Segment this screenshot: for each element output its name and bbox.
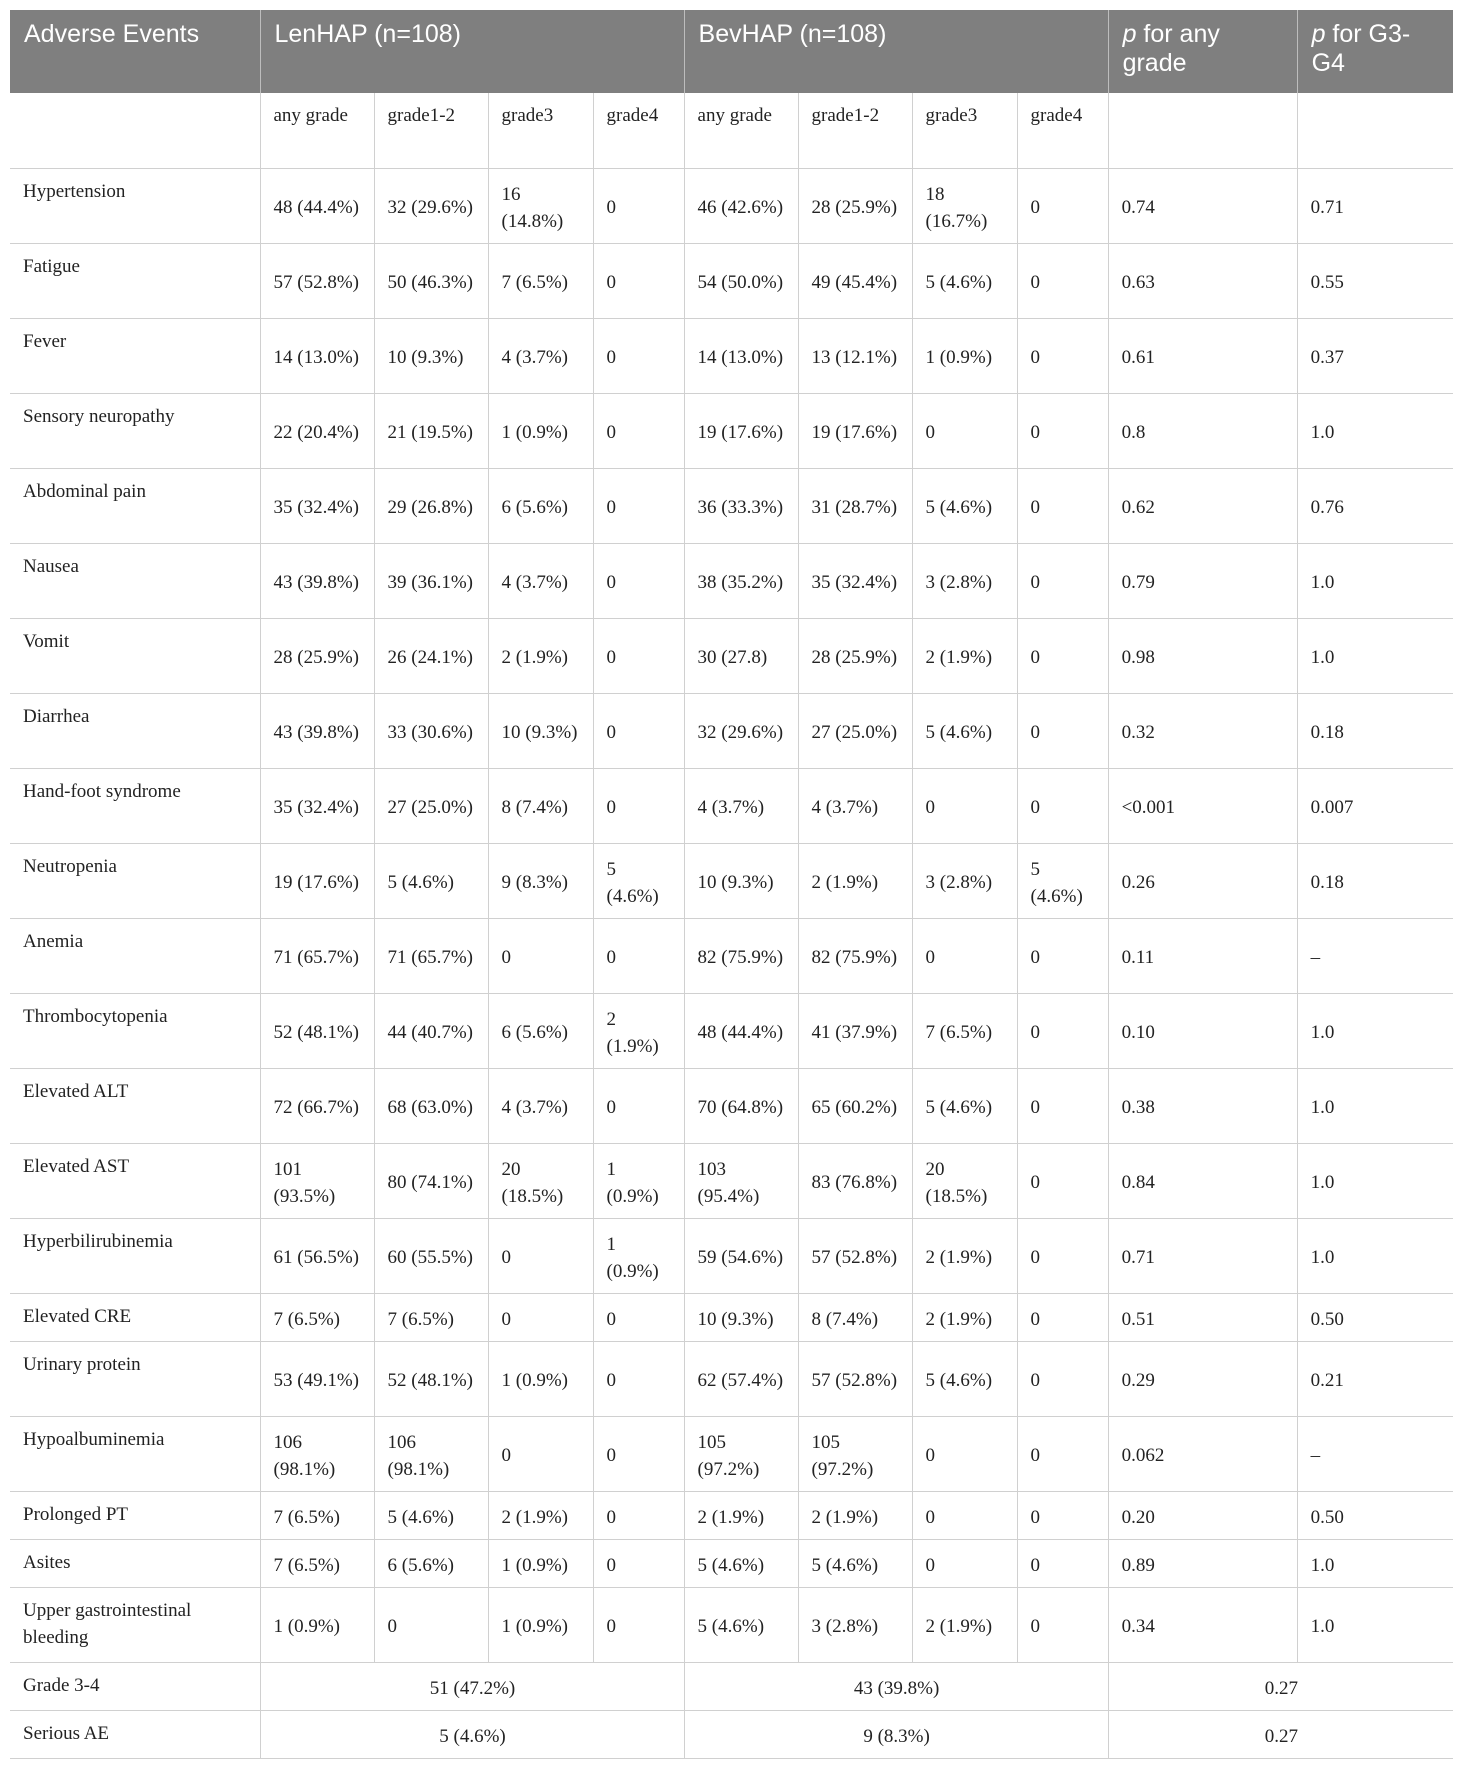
- len-value-cell: 1 (0.9%): [260, 1588, 374, 1663]
- p-symbol: p: [1122, 20, 1137, 48]
- subheader-len-any-grade: any grade: [260, 93, 374, 169]
- bev-value-cell: 82 (75.9%): [798, 919, 912, 994]
- p-g3-g4-cell: 0.76: [1297, 469, 1453, 544]
- bev-value-cell: 2 (1.9%): [912, 1588, 1017, 1663]
- event-cell: Elevated ALT: [10, 1069, 260, 1144]
- bev-value-cell: 62 (57.4%): [684, 1342, 798, 1417]
- len-value-cell: 2 (1.9%): [488, 619, 593, 694]
- len-value-cell: 0: [593, 919, 684, 994]
- len-value-cell: 2 (1.9%): [488, 1492, 593, 1540]
- subheader-bev-grade1-2: grade1-2: [798, 93, 912, 169]
- subheader-empty: [1297, 93, 1453, 169]
- table-row: [10, 319, 1453, 394]
- len-value-cell: 6 (5.6%): [488, 469, 593, 544]
- p-symbol: p: [1311, 20, 1326, 48]
- p-any-grade-cell: 0.98: [1108, 619, 1297, 694]
- len-value-cell: 6 (5.6%): [488, 994, 593, 1069]
- summary-len-cell: 5 (4.6%): [260, 1711, 684, 1759]
- len-value-cell: 0: [488, 1294, 593, 1342]
- bev-value-cell: 0: [1017, 619, 1108, 694]
- bev-value-cell: 2 (1.9%): [684, 1492, 798, 1540]
- header-adverse-events: Adverse Events: [10, 10, 260, 93]
- bev-value-cell: 83 (76.8%): [798, 1144, 912, 1219]
- len-value-cell: 71 (65.7%): [260, 919, 374, 994]
- bev-value-cell: 3 (2.8%): [912, 544, 1017, 619]
- bev-value-cell: 30 (27.8): [684, 619, 798, 694]
- len-value-cell: 4 (3.7%): [488, 319, 593, 394]
- len-value-cell: 0: [488, 1417, 593, 1492]
- len-value-cell: 4 (3.7%): [488, 1069, 593, 1144]
- table-row: [10, 694, 1453, 769]
- p-any-grade-cell: 0.79: [1108, 544, 1297, 619]
- bev-value-cell: 20 (18.5%): [912, 1144, 1017, 1219]
- table-row: [10, 169, 1453, 244]
- event-cell: Urinary protein: [10, 1342, 260, 1417]
- subheader-empty: [1108, 93, 1297, 169]
- event-cell: Diarrhea: [10, 694, 260, 769]
- subheader-bev-any-grade: any grade: [684, 93, 798, 169]
- len-value-cell: 43 (39.8%): [260, 544, 374, 619]
- bev-value-cell: 2 (1.9%): [798, 1492, 912, 1540]
- len-value-cell: 0: [593, 1294, 684, 1342]
- summary-row: [10, 1663, 1453, 1711]
- table-row: [10, 1294, 1453, 1342]
- bev-value-cell: 0: [1017, 769, 1108, 844]
- len-value-cell: 0: [593, 169, 684, 244]
- len-value-cell: 32 (29.6%): [374, 169, 488, 244]
- bev-value-cell: 2 (1.9%): [798, 844, 912, 919]
- bev-value-cell: 0: [1017, 1588, 1108, 1663]
- bev-value-cell: 0: [1017, 1540, 1108, 1588]
- event-cell: Nausea: [10, 544, 260, 619]
- p-any-grade-cell: 0.61: [1108, 319, 1297, 394]
- len-value-cell: 33 (30.6%): [374, 694, 488, 769]
- bev-value-cell: 5 (4.6%): [798, 1540, 912, 1588]
- bev-value-cell: 27 (25.0%): [798, 694, 912, 769]
- bev-value-cell: 0: [1017, 994, 1108, 1069]
- bev-value-cell: 0: [1017, 169, 1108, 244]
- len-value-cell: 0: [593, 544, 684, 619]
- bev-value-cell: 8 (7.4%): [798, 1294, 912, 1342]
- bev-value-cell: 1 (0.9%): [912, 319, 1017, 394]
- len-value-cell: 80 (74.1%): [374, 1144, 488, 1219]
- bev-value-cell: 32 (29.6%): [684, 694, 798, 769]
- bev-value-cell: 28 (25.9%): [798, 169, 912, 244]
- len-value-cell: 72 (66.7%): [260, 1069, 374, 1144]
- p-g3-g4-cell: 0.50: [1297, 1492, 1453, 1540]
- event-cell: Anemia: [10, 919, 260, 994]
- p-any-grade-cell: 0.26: [1108, 844, 1297, 919]
- event-cell: Neutropenia: [10, 844, 260, 919]
- header-p-g3-g4: [1297, 10, 1453, 93]
- table-row: [10, 1540, 1453, 1588]
- bev-value-cell: 48 (44.4%): [684, 994, 798, 1069]
- subheader-row: [10, 93, 1453, 169]
- p-any-grade-cell: 0.20: [1108, 1492, 1297, 1540]
- table-row: [10, 619, 1453, 694]
- len-value-cell: 1 (0.9%): [488, 394, 593, 469]
- adverse-events-table: [10, 10, 1453, 1759]
- summary-p-cell: 0.27: [1108, 1711, 1453, 1759]
- bev-value-cell: 36 (33.3%): [684, 469, 798, 544]
- p-any-grade-cell: 0.8: [1108, 394, 1297, 469]
- bev-value-cell: 35 (32.4%): [798, 544, 912, 619]
- event-cell: Hand-foot syndrome: [10, 769, 260, 844]
- bev-value-cell: 2 (1.9%): [912, 1294, 1017, 1342]
- p-any-grade-cell: 0.10: [1108, 994, 1297, 1069]
- p-g3-g4-cell: 1.0: [1297, 394, 1453, 469]
- event-cell: Hypoalbuminemia: [10, 1417, 260, 1492]
- len-value-cell: 5 (4.6%): [374, 844, 488, 919]
- p-g3-g4-cell: 1.0: [1297, 1540, 1453, 1588]
- summary-label-cell: Grade 3-4: [10, 1663, 260, 1711]
- p-any-grade-cell: 0.62: [1108, 469, 1297, 544]
- bev-value-cell: 0: [1017, 1342, 1108, 1417]
- table-row: [10, 1417, 1453, 1492]
- len-value-cell: 0: [593, 769, 684, 844]
- bev-value-cell: 0: [912, 1492, 1017, 1540]
- len-value-cell: 7 (6.5%): [260, 1540, 374, 1588]
- bev-value-cell: 57 (52.8%): [798, 1219, 912, 1294]
- p-g3-g4-cell: –: [1297, 919, 1453, 994]
- p-g3-g4-cell: 0.21: [1297, 1342, 1453, 1417]
- p-g3-g4-cell: 0.50: [1297, 1294, 1453, 1342]
- p-any-grade-cell: 0.29: [1108, 1342, 1297, 1417]
- summary-row: [10, 1711, 1453, 1759]
- bev-value-cell: 0: [1017, 244, 1108, 319]
- header-p-any-grade: [1108, 10, 1297, 93]
- p-g3-g4-cell: 1.0: [1297, 619, 1453, 694]
- event-cell: Hyperbilirubinemia: [10, 1219, 260, 1294]
- bev-value-cell: 57 (52.8%): [798, 1342, 912, 1417]
- event-cell: Elevated AST: [10, 1144, 260, 1219]
- subheader-len-grade3: grade3: [488, 93, 593, 169]
- len-value-cell: 53 (49.1%): [260, 1342, 374, 1417]
- table-row: [10, 1069, 1453, 1144]
- bev-value-cell: 14 (13.0%): [684, 319, 798, 394]
- table-row: [10, 469, 1453, 544]
- bev-value-cell: 13 (12.1%): [798, 319, 912, 394]
- len-value-cell: 52 (48.1%): [374, 1342, 488, 1417]
- bev-value-cell: 19 (17.6%): [798, 394, 912, 469]
- len-value-cell: 19 (17.6%): [260, 844, 374, 919]
- bev-value-cell: 70 (64.8%): [684, 1069, 798, 1144]
- bev-value-cell: 5 (4.6%): [912, 1342, 1017, 1417]
- table-row: [10, 1588, 1453, 1663]
- p-any-grade-cell: 0.63: [1108, 244, 1297, 319]
- len-value-cell: 0: [593, 319, 684, 394]
- len-value-cell: 0: [593, 469, 684, 544]
- p-any-grade-cell: <0.001: [1108, 769, 1297, 844]
- p-any-grade-cell: 0.51: [1108, 1294, 1297, 1342]
- bev-value-cell: 0: [1017, 1144, 1108, 1219]
- len-value-cell: 2 (1.9%): [593, 994, 684, 1069]
- bev-value-cell: 105 (97.2%): [684, 1417, 798, 1492]
- len-value-cell: 0: [488, 1219, 593, 1294]
- bev-value-cell: 5 (4.6%): [912, 244, 1017, 319]
- bev-value-cell: 5 (4.6%): [912, 694, 1017, 769]
- bev-value-cell: 31 (28.7%): [798, 469, 912, 544]
- len-value-cell: 0: [593, 1540, 684, 1588]
- table-row: [10, 544, 1453, 619]
- len-value-cell: 14 (13.0%): [260, 319, 374, 394]
- len-value-cell: 10 (9.3%): [488, 694, 593, 769]
- len-value-cell: 5 (4.6%): [374, 1492, 488, 1540]
- bev-value-cell: 4 (3.7%): [684, 769, 798, 844]
- len-value-cell: 0: [593, 1069, 684, 1144]
- len-value-cell: 1 (0.9%): [593, 1219, 684, 1294]
- bev-value-cell: 49 (45.4%): [798, 244, 912, 319]
- len-value-cell: 7 (6.5%): [260, 1492, 374, 1540]
- bev-value-cell: 10 (9.3%): [684, 844, 798, 919]
- bev-value-cell: 103 (95.4%): [684, 1144, 798, 1219]
- len-value-cell: 22 (20.4%): [260, 394, 374, 469]
- bev-value-cell: 0: [912, 769, 1017, 844]
- bev-value-cell: 3 (2.8%): [912, 844, 1017, 919]
- len-value-cell: 0: [593, 694, 684, 769]
- bev-value-cell: 0: [912, 1417, 1017, 1492]
- len-value-cell: 16 (14.8%): [488, 169, 593, 244]
- len-value-cell: 1 (0.9%): [593, 1144, 684, 1219]
- len-value-cell: 0: [593, 394, 684, 469]
- len-value-cell: 10 (9.3%): [374, 319, 488, 394]
- summary-p-cell: 0.27: [1108, 1663, 1453, 1711]
- bev-value-cell: 5 (4.6%): [1017, 844, 1108, 919]
- p-g3-g4-cell: 0.71: [1297, 169, 1453, 244]
- len-value-cell: 7 (6.5%): [374, 1294, 488, 1342]
- len-value-cell: 7 (6.5%): [260, 1294, 374, 1342]
- len-value-cell: 26 (24.1%): [374, 619, 488, 694]
- len-value-cell: 48 (44.4%): [260, 169, 374, 244]
- bev-value-cell: 65 (60.2%): [798, 1069, 912, 1144]
- event-cell: Thrombocytopenia: [10, 994, 260, 1069]
- event-cell: Prolonged PT: [10, 1492, 260, 1540]
- event-cell: Elevated CRE: [10, 1294, 260, 1342]
- summary-len-cell: 51 (47.2%): [260, 1663, 684, 1711]
- table-row: [10, 994, 1453, 1069]
- p-g3-g4-cell: 1.0: [1297, 1219, 1453, 1294]
- len-value-cell: 0: [593, 244, 684, 319]
- p-g3-g4-cell: 1.0: [1297, 1588, 1453, 1663]
- bev-value-cell: 3 (2.8%): [798, 1588, 912, 1663]
- bev-value-cell: 105 (97.2%): [798, 1417, 912, 1492]
- len-value-cell: 6 (5.6%): [374, 1540, 488, 1588]
- header-lenhap: LenHAP (n=108): [260, 10, 684, 93]
- summary-label-cell: Serious AE: [10, 1711, 260, 1759]
- table-row: [10, 1342, 1453, 1417]
- len-value-cell: 0: [593, 1588, 684, 1663]
- bev-value-cell: 38 (35.2%): [684, 544, 798, 619]
- len-value-cell: 1 (0.9%): [488, 1342, 593, 1417]
- len-value-cell: 9 (8.3%): [488, 844, 593, 919]
- bev-value-cell: 2 (1.9%): [912, 619, 1017, 694]
- p-g3-g4-cell: –: [1297, 1417, 1453, 1492]
- len-value-cell: 5 (4.6%): [593, 844, 684, 919]
- table-row: [10, 1492, 1453, 1540]
- len-value-cell: 8 (7.4%): [488, 769, 593, 844]
- bev-value-cell: 0: [1017, 1492, 1108, 1540]
- bev-value-cell: 5 (4.6%): [912, 469, 1017, 544]
- bev-value-cell: 0: [1017, 319, 1108, 394]
- table-row: [10, 394, 1453, 469]
- bev-value-cell: 5 (4.6%): [912, 1069, 1017, 1144]
- bev-value-cell: 28 (25.9%): [798, 619, 912, 694]
- len-value-cell: 60 (55.5%): [374, 1219, 488, 1294]
- summary-bev-cell: 43 (39.8%): [684, 1663, 1108, 1711]
- p-g3-g4-cell: 0.55: [1297, 244, 1453, 319]
- bev-value-cell: 0: [1017, 544, 1108, 619]
- table-row: [10, 1219, 1453, 1294]
- event-cell: Abdominal pain: [10, 469, 260, 544]
- bev-value-cell: 0: [1017, 1294, 1108, 1342]
- table-header-row: [10, 10, 1453, 93]
- bev-value-cell: 4 (3.7%): [798, 769, 912, 844]
- bev-value-cell: 46 (42.6%): [684, 169, 798, 244]
- p-any-grade-cell: 0.84: [1108, 1144, 1297, 1219]
- bev-value-cell: 0: [1017, 1417, 1108, 1492]
- header-p-any-grade-text: for any grade: [1122, 20, 1220, 77]
- subheader-empty: [10, 93, 260, 169]
- bev-value-cell: 19 (17.6%): [684, 394, 798, 469]
- p-any-grade-cell: 0.34: [1108, 1588, 1297, 1663]
- header-p-g3-g4-text: for G3-G4: [1311, 20, 1411, 77]
- p-g3-g4-cell: 0.37: [1297, 319, 1453, 394]
- len-value-cell: 1 (0.9%): [488, 1540, 593, 1588]
- p-any-grade-cell: 0.062: [1108, 1417, 1297, 1492]
- subheader-bev-grade4: grade4: [1017, 93, 1108, 169]
- len-value-cell: 106 (98.1%): [260, 1417, 374, 1492]
- len-value-cell: 71 (65.7%): [374, 919, 488, 994]
- subheader-len-grade4: grade4: [593, 93, 684, 169]
- len-value-cell: 43 (39.8%): [260, 694, 374, 769]
- len-value-cell: 0: [593, 1342, 684, 1417]
- bev-value-cell: 54 (50.0%): [684, 244, 798, 319]
- bev-value-cell: 0: [1017, 694, 1108, 769]
- len-value-cell: 39 (36.1%): [374, 544, 488, 619]
- event-cell: Sensory neuropathy: [10, 394, 260, 469]
- table-row: [10, 844, 1453, 919]
- bev-value-cell: 7 (6.5%): [912, 994, 1017, 1069]
- p-g3-g4-cell: 1.0: [1297, 1069, 1453, 1144]
- p-any-grade-cell: 0.71: [1108, 1219, 1297, 1294]
- len-value-cell: 61 (56.5%): [260, 1219, 374, 1294]
- bev-value-cell: 82 (75.9%): [684, 919, 798, 994]
- bev-value-cell: 18 (16.7%): [912, 169, 1017, 244]
- event-cell: Hypertension: [10, 169, 260, 244]
- len-value-cell: 106 (98.1%): [374, 1417, 488, 1492]
- event-cell: Fever: [10, 319, 260, 394]
- p-any-grade-cell: 0.89: [1108, 1540, 1297, 1588]
- len-value-cell: 1 (0.9%): [488, 1588, 593, 1663]
- len-value-cell: 0: [593, 1492, 684, 1540]
- len-value-cell: 29 (26.8%): [374, 469, 488, 544]
- bev-value-cell: 41 (37.9%): [798, 994, 912, 1069]
- bev-value-cell: 0: [1017, 1219, 1108, 1294]
- table-row: [10, 919, 1453, 994]
- len-value-cell: 57 (52.8%): [260, 244, 374, 319]
- p-g3-g4-cell: 0.18: [1297, 844, 1453, 919]
- header-bevhap: BevHAP (n=108): [684, 10, 1108, 93]
- len-value-cell: 0: [374, 1588, 488, 1663]
- len-value-cell: 0: [488, 919, 593, 994]
- bev-value-cell: 5 (4.6%): [684, 1540, 798, 1588]
- bev-value-cell: 10 (9.3%): [684, 1294, 798, 1342]
- bev-value-cell: 0: [1017, 919, 1108, 994]
- len-value-cell: 21 (19.5%): [374, 394, 488, 469]
- bev-value-cell: 2 (1.9%): [912, 1219, 1017, 1294]
- p-g3-g4-cell: 1.0: [1297, 544, 1453, 619]
- bev-value-cell: 0: [1017, 469, 1108, 544]
- len-value-cell: 68 (63.0%): [374, 1069, 488, 1144]
- p-any-grade-cell: 0.38: [1108, 1069, 1297, 1144]
- subheader-len-grade1-2: grade1-2: [374, 93, 488, 169]
- p-g3-g4-cell: 1.0: [1297, 994, 1453, 1069]
- adverse-events-table-container: [10, 10, 1453, 1759]
- bev-value-cell: 0: [912, 394, 1017, 469]
- len-value-cell: 27 (25.0%): [374, 769, 488, 844]
- p-any-grade-cell: 0.32: [1108, 694, 1297, 769]
- bev-value-cell: 0: [1017, 1069, 1108, 1144]
- table-row: [10, 244, 1453, 319]
- event-cell: Asites: [10, 1540, 260, 1588]
- bev-value-cell: 5 (4.6%): [684, 1588, 798, 1663]
- event-cell: Fatigue: [10, 244, 260, 319]
- p-any-grade-cell: 0.11: [1108, 919, 1297, 994]
- summary-bev-cell: 9 (8.3%): [684, 1711, 1108, 1759]
- p-any-grade-cell: 0.74: [1108, 169, 1297, 244]
- len-value-cell: 101 (93.5%): [260, 1144, 374, 1219]
- len-value-cell: 35 (32.4%): [260, 769, 374, 844]
- subheader-bev-grade3: grade3: [912, 93, 1017, 169]
- len-value-cell: 7 (6.5%): [488, 244, 593, 319]
- bev-value-cell: 59 (54.6%): [684, 1219, 798, 1294]
- len-value-cell: 4 (3.7%): [488, 544, 593, 619]
- event-cell: Upper gastrointestinal bleeding: [10, 1588, 260, 1663]
- len-value-cell: 52 (48.1%): [260, 994, 374, 1069]
- event-cell: Vomit: [10, 619, 260, 694]
- p-g3-g4-cell: 0.18: [1297, 694, 1453, 769]
- bev-value-cell: 0: [1017, 394, 1108, 469]
- table-row: [10, 1144, 1453, 1219]
- p-g3-g4-cell: 0.007: [1297, 769, 1453, 844]
- bev-value-cell: 0: [912, 919, 1017, 994]
- len-value-cell: 44 (40.7%): [374, 994, 488, 1069]
- len-value-cell: 28 (25.9%): [260, 619, 374, 694]
- table-row: [10, 769, 1453, 844]
- len-value-cell: 0: [593, 619, 684, 694]
- len-value-cell: 0: [593, 1417, 684, 1492]
- len-value-cell: 35 (32.4%): [260, 469, 374, 544]
- p-g3-g4-cell: 1.0: [1297, 1144, 1453, 1219]
- len-value-cell: 50 (46.3%): [374, 244, 488, 319]
- len-value-cell: 20 (18.5%): [488, 1144, 593, 1219]
- bev-value-cell: 0: [912, 1540, 1017, 1588]
